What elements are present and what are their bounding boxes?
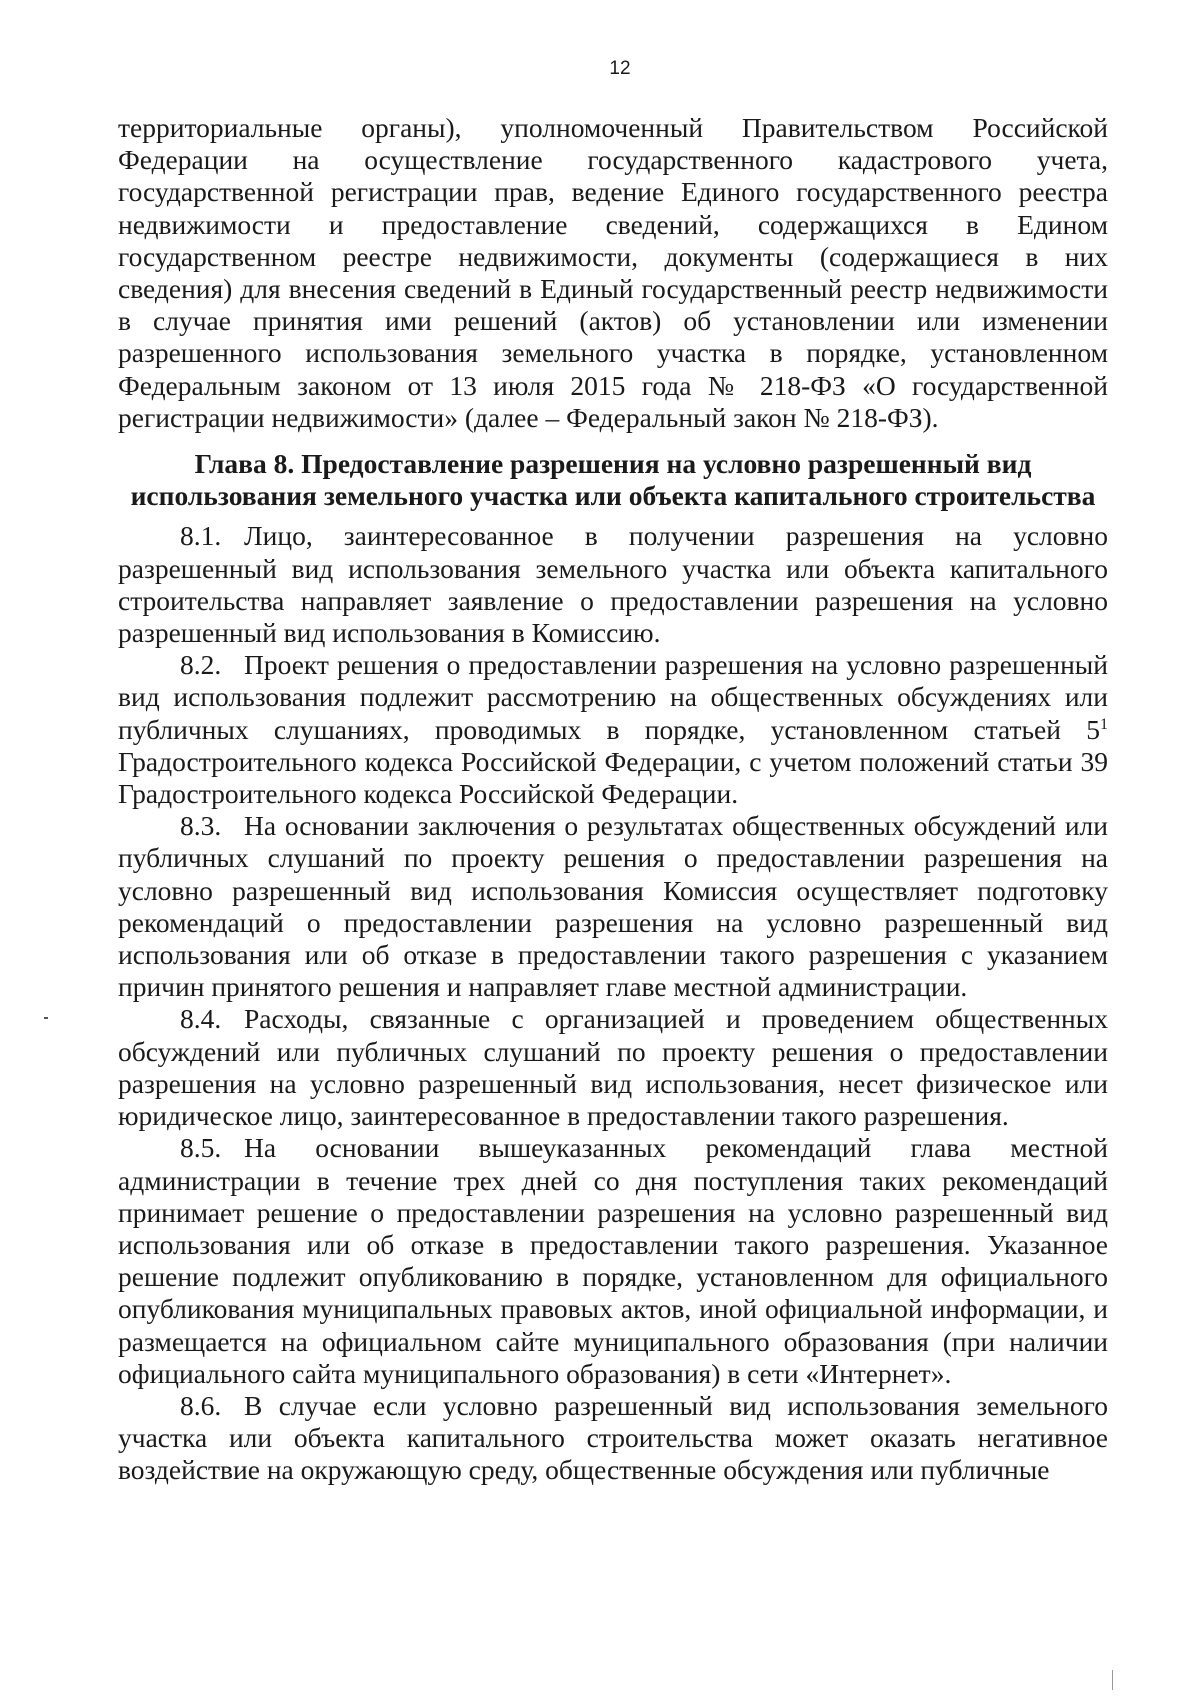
clause-8-2 bbox=[118, 649, 1108, 810]
clause-text: Градостроительного кодекса Российской Федерации, с учетом положений статьи 39 Градостроительного кодекса Российской Федерации. bbox=[118, 745, 1108, 810]
clause-8-5 bbox=[118, 1132, 1108, 1390]
clause-number: 8.2. bbox=[180, 649, 222, 681]
clause-text: На основании вышеуказанных рекомендаций глава местной администрации в течение трех дней со дня поступления таких рекомендаций принимает решение о предоставлении разрешения на условно разрешенный вид использования или об отказе в предоставлении такого разрешения. Указанное решение подлежит опубликованию в порядке, установленном для официального опубликования муниципальных правовых актов, иной официальной информации, и размещается на официальном сайте муниципального образования (при наличии официального сайта муниципального образования) в сети «Интернет». bbox=[118, 1132, 1108, 1389]
intro-paragraph: территориальные органы), уполномоченный Правительством Российской Федерации на осуществление государственного кадастрового учета, государственной регистрации прав, ведение Единого государственного реестра недвижимости и предоставление сведений, содержащихся в Едином государственном реестре недвижимости, документы (содержащиеся в них сведения) для внесения сведений в Единый государственный реестр недвижимости в случае принятия ими решений (актов) об установлении или изменении разрешенного использования земельного участка в порядке, установленном Федеральным законом от 13 июля 2015 года № 218-ФЗ «О государственной регистрации недвижимости» (далее – Федеральный закон № 218-ФЗ). bbox=[118, 112, 1108, 433]
superscript: 1 bbox=[1100, 715, 1108, 733]
clause-number: 8.5. bbox=[180, 1132, 222, 1164]
scan-edge-artifact bbox=[1112, 1670, 1113, 1690]
scan-artifact bbox=[44, 1017, 48, 1019]
chapter-heading: Глава 8. Предоставление разрешения на условно разрешенный вид использования земельного участка или объекта капитального строительства bbox=[130, 448, 1096, 512]
clause-number: 8.1. bbox=[180, 520, 222, 552]
clause-8-6 bbox=[118, 1390, 1108, 1487]
clause-text: Проект решения о предоставлении разрешения на условно разрешенный вид использования подлежит рассмотрению на общественных обсуждениях или публичных слушаниях, проводимых в порядке, установленном статьей 5 bbox=[118, 649, 1108, 745]
clause-8-3 bbox=[118, 810, 1108, 1003]
clause-number: 8.4. bbox=[180, 1003, 222, 1035]
clause-text: Лицо, заинтересованное в получении разрешения на условно разрешенный вид использования земельного участка или объекта капитального строительства направляет заявление о предоставлении разрешения на условно разрешенный вид использования в Комиссию. bbox=[118, 520, 1108, 649]
clause-text: В случае если условно разрешенный вид использования земельного участка или объекта капитального строительства может оказать негативное воздействие на окружающую среду, общественные обсуждения или публичные bbox=[118, 1389, 1108, 1486]
document-body bbox=[118, 112, 1108, 1487]
clause-number: 8.3. bbox=[180, 810, 222, 842]
clause-number: 8.6. bbox=[180, 1389, 222, 1421]
page-number: 12 bbox=[609, 58, 631, 79]
clause-8-4 bbox=[118, 1003, 1108, 1132]
clause-text: Расходы, связанные с организацией и проведением общественных обсуждений или публичных слушаний по проекту решения о предоставлении разрешения на условно разрешенный вид использования, несет физическое или юридическое лицо, заинтересованное в предоставлении такого разрешения. bbox=[118, 1003, 1108, 1132]
clause-text: На основании заключения о результатах общественных обсуждений или публичных слушаний по проекту решения о предоставлении разрешения на условно разрешенный вид использования Комиссия осуществляет подготовку рекомендаций о предоставлении разрешения на условно разрешенный вид использования или об отказе в предоставлении такого разрешения с указанием причин принятого решения и направляет главе местной администрации. bbox=[118, 810, 1108, 1003]
clause-8-1 bbox=[118, 520, 1108, 649]
